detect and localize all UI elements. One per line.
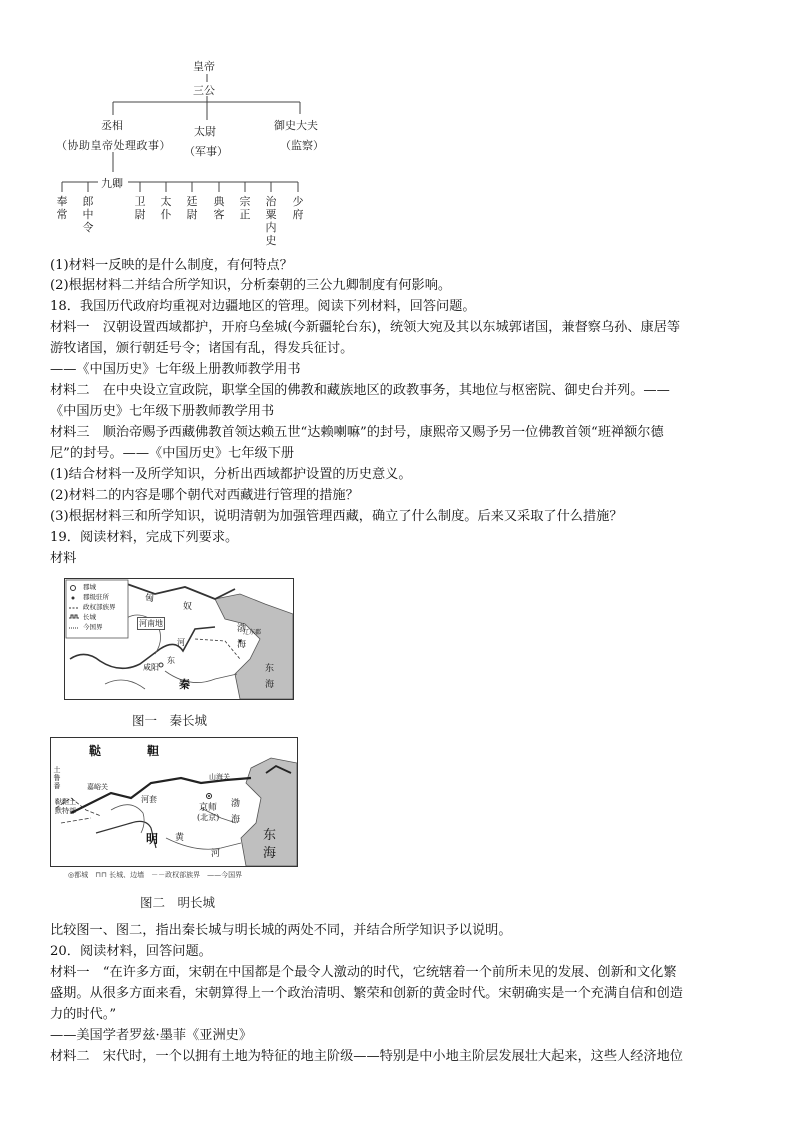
map-label: 河南地	[139, 619, 163, 628]
legend-item: 长城	[83, 613, 96, 621]
map-label: 黄	[175, 833, 185, 843]
text-line: (2)材料二的内容是哪个朝代对西藏进行管理的措施？	[50, 488, 359, 503]
map-label: 东	[263, 828, 277, 843]
map-label: 东	[167, 656, 175, 665]
map1-caption: 图一 秦长城	[132, 713, 208, 728]
text-line: 力的时代。”	[50, 1007, 117, 1022]
text-line: 材料	[50, 551, 77, 566]
ming-wall-map	[50, 737, 298, 867]
legend-item: 今国界	[83, 623, 103, 631]
map-label: 匈	[145, 594, 155, 604]
minister-zhisuneishi: 治粟内史	[265, 195, 277, 247]
minister-langzhongling: 郎中令	[82, 195, 94, 234]
map-label: 海	[231, 815, 241, 825]
text-line: (1)结合材料一及所学知识，分析出西域都护设置的历史意义。	[50, 467, 412, 482]
map-label: 河	[211, 849, 221, 859]
minister-zongzheng: 宗正	[239, 195, 251, 221]
censor-node: 御史大夫	[274, 119, 318, 132]
minister-tingwei: 廷尉	[186, 195, 198, 221]
text-line: 材料二 在中央设立宣政院，职掌全国的佛教和藏族地区的政教事务，其地位与枢密院、御史台并列。——	[50, 383, 670, 398]
taiwei-node: 太尉	[194, 125, 216, 138]
map-label: 河套	[141, 795, 157, 804]
map-label: 河	[177, 638, 185, 647]
chancellor-node: 丞相	[101, 119, 123, 132]
qin-wall-map	[64, 578, 294, 700]
text-line: 《中国历史》七年级下册教师教学用书	[50, 404, 275, 419]
map-label: 咸阳	[143, 663, 159, 672]
minister-fengchang: 奉常	[56, 195, 68, 221]
map-label: 东	[265, 664, 275, 674]
map-label: 渤	[237, 624, 247, 634]
map2-caption: 图二 明长城	[140, 895, 216, 910]
text-line: ——《中国历史》七年级上册教师教学用书	[50, 362, 301, 377]
minister-shaofu: 少府	[292, 195, 304, 221]
map-label: 海	[263, 846, 277, 861]
nine-ministers-node: 九卿	[101, 177, 123, 190]
minister-dianke: 典客	[213, 195, 225, 221]
text-line: 材料一 汉朝设置西域都护，开府乌垒城(今新疆轮台东)，统领大宛及其以东城郭诸国，兼督察乌孙、康居等	[50, 320, 681, 335]
map-label: 海	[237, 640, 247, 650]
map-label: 鞑	[89, 744, 102, 758]
taiwei-note: （军事）	[184, 145, 228, 158]
text-line: 材料二 宋代时，一个以拥有土地为特征的地主阶级——特别是中小地主阶层发展壮大起来，这些人经济地位	[50, 1049, 683, 1064]
map-label: 靼	[147, 744, 160, 758]
text-line: 18．我国历代政府均重视对边疆地区的管理。阅读下列材料，回答问题。	[50, 299, 476, 314]
map-label: 渤	[231, 799, 241, 809]
map-label: 土鲁番	[53, 766, 61, 790]
map-label: 海	[265, 680, 275, 690]
emperor-node: 皇帝	[193, 60, 215, 73]
map-label: 鞑靼土默特部	[55, 798, 76, 815]
three-lords-node: 三公	[193, 84, 215, 97]
text-line: 比较图一、图二，指出秦长城与明长城的两处不同，并结合所学知识予以说明。	[50, 923, 512, 938]
map-label: 辽东郡	[243, 629, 262, 636]
text-line: 盛期。从很多方面来看，宋朝算得上一个政治清明、繁荣和创新的黄金时代。宋朝确实是一个充满自信和创造	[50, 986, 683, 1001]
minister-weiwei: 卫尉	[134, 195, 146, 221]
map-label: 奴	[183, 602, 193, 612]
text-line: 材料一 “在许多方面，宋朝在中国都是个最令人激动的时代，它统辖着一个前所未见的发展、创新和文化繁	[50, 965, 677, 980]
map-label: 秦	[179, 678, 190, 691]
map-label: 嘉峪关	[87, 783, 108, 791]
text-line: (1)材料一反映的是什么制度，有何特点？	[50, 258, 293, 273]
map-label: 京师	[199, 803, 218, 813]
text-line: 游牧诸国，颁行朝廷号令；诸国有乱，得发兵征讨。	[50, 341, 354, 356]
minister-taipu: 太仆	[160, 195, 172, 221]
censor-note: （监察）	[280, 139, 324, 152]
text-line: 尼”的封号。——《中国历史》七年级下册	[50, 446, 295, 461]
text-line: 20．阅读材料，回答问题。	[50, 944, 212, 959]
chancellor-note: （协助皇帝处理政事）	[56, 139, 171, 152]
map-label: 山海关	[209, 773, 230, 781]
text-line: ——美国学者罗兹·墨菲《亚洲史》	[50, 1028, 253, 1043]
legend-item: 政权部族界	[83, 603, 116, 611]
text-line: 材料三 顺治帝赐予西藏佛教首领达赖五世“达赖喇嘛”的封号，康熙帝又赐予另一位佛教首领“班禅额尔德	[50, 425, 664, 440]
text-line: 19．阅读材料，完成下列要求。	[50, 530, 239, 545]
map-label: 明	[146, 832, 159, 846]
legend-item: 郡级驻所	[83, 593, 109, 601]
map-label: (北京)	[197, 813, 220, 822]
ming-map-drawing	[51, 738, 297, 866]
text-line: (2)根据材料二并结合所学知识，分析秦朝的三公九卿制度有何影响。	[50, 278, 452, 293]
map2-legend: ◎都城 ⊓⊓ 长城、边墙 －－政权部族界 ——今国界	[68, 871, 243, 879]
text-line: (3)根据材料三和所学知识，说明清朝为加强管理西藏，确立了什么制度。后来又采取了什么措施？	[50, 509, 623, 524]
legend-item: 郡城	[83, 583, 96, 591]
